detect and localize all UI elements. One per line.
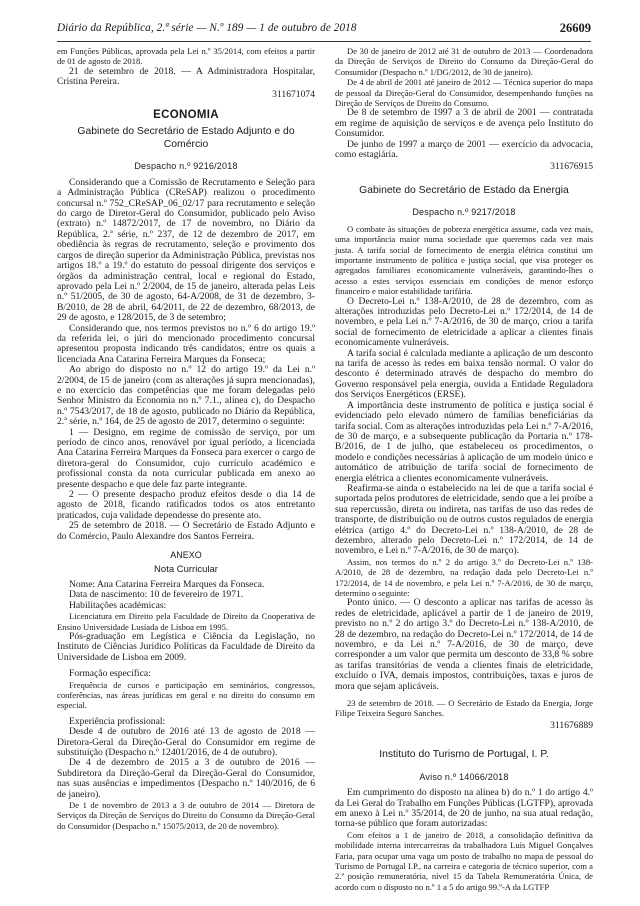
institute-heading: Instituto do Turismo de Portugal, I. P.	[379, 749, 549, 761]
paragraph: Reafirma-se ainda o estabelecido na lei de que a tarifa social é suportada pelos produtores de eletricidade, sendo que a lei proíbe a sua repercussão, direta ou indireta, nas tarifas de uso das redes de transporte, de distribuição ou de outros custos regulados de energia elétrica (artigo 4.º do Decreto-Lei n.º 138-A/2010, de 28 de dezembro, alterado pelo Decreto-Lei n.º 172/2014, de 14 de novembro, e Lei n.º 7-A/2016, de 30 de março).	[335, 482, 593, 557]
paragraph: Ponto único. — O desconto a aplicar nas tarifas de acesso às redes de eletricidade, aplicável a partir de 1 de janeiro de 2019, previsto no n.º 2 do artigo 3.º do Decreto-Lei n.º 138-A/2010, de 28 de dezembro, na redação do Decreto-Lei n.º 172/2014, de 14 de novembro, e da Lei n.º 7-A/2016, de 30 de março, deve corresponder a um valor que permita um desconto de 33,8 % sobre as tarifas transitórias de venda a clientes finais de eletricidade, excluído o IVA, demais impostos, contribuições, taxas e juros de mora que sejam aplicáveis.	[335, 597, 593, 692]
paragraph: 1 — Designo, em regime de comissão de serviço, por um período de cinco anos, renovável por igual período, a licenciada Ana Catarina Ferreira Marques da Fonseca para exercer o cargo de diretora-geral do Consumidor, cujo currículo académico e profissional consta da nota curricular publicada em anexo ao presente despacho e que dele faz parte integrante.	[57, 426, 315, 490]
page-header	[57, 22, 591, 38]
signature-line: 21 de setembro de 2018. — A Administradora Hospitalar, Cristina Pereira.	[57, 65, 315, 88]
paragraph: De 30 de janeiro de 2012 até 31 de outubro de 2013 — Coordenadora da Direção de Serviços de Direito do Consumo da Direção-Geral do Consumidor (Despacho n.º 1/DG/2012, de 30 de janeiro).	[335, 46, 593, 77]
cv-line: Habilitações académicas:	[69, 599, 167, 611]
reference-number: 311676915	[550, 161, 593, 173]
paragraph: Pós-graduação em Legística e Ciência da Legislação, no Instituto de Ciências Jurídico Políticas da Faculdade de Direito da Universidade de Lisboa em 2009.	[57, 630, 315, 663]
journal-title: Diário da República, 2.ª série — N.º 189 — 1 de outubro de 2018	[57, 22, 357, 34]
notice-number: Aviso n.º 14066/2018	[419, 771, 509, 782]
paragraph: O combate às situações de pobreza energética assume, cada vez mais, uma importância maior numa sociedade que queremos cada vez mais justa. A tarifa social de fornecimento de energia elétrica constitui um importante instrumento de política e justiça social, que visa proteger os agregados familiares economicamente vulneráveis, garantindo-lhes o acesso a estes serviços essenciais em condições de menor esforço financeiro e maior estabilidade tarifária.	[335, 223, 593, 297]
cv-line: Data de nascimento: 10 de fevereiro de 1971.	[69, 589, 244, 601]
page-number: 26609	[559, 21, 591, 35]
paragraph: em Funções Públicas, aprovada pela Lei n.º 35/2014, com efeitos a partir de 01 de agosto de 2018.	[57, 46, 315, 67]
dispatch-number: Despacho n.º 9216/2018	[134, 161, 238, 172]
paragraph: Em cumprimento do disposto na alínea b) do n.º 1 do artigo 4.º da Lei Geral do Trabalho em Funções Públicas (LGTFP), aprovada em anexo à Lei n.º 35/2014, de 20 de junho, na sua atual redação, torna-se público que foram autorizadas:	[335, 787, 593, 830]
office-heading: Gabinete do Secretário de Estado Adjunto e do Comércio	[77, 126, 295, 150]
cv-line: Nome: Ana Catarina Ferreira Marques da Fonseca.	[69, 578, 265, 590]
section-title: ECONOMIA	[153, 109, 219, 122]
paragraph: Assim, nos termos do n.º 2 do artigo 3.º do Decreto-Lei n.º 138-A/2010, de 28 de dezembro, na redação dada pelo Decreto-Lei n.º 172/2014, de 14 de novembro, e pela Lei n.º 7-A/2016, de 30 de março, determino o seguinte:	[335, 556, 593, 598]
paragraph: Licenciatura em Direito pela Faculdade de Direito da Cooperativa de Ensino Universidade Lusíada de Lisboa em 1995.	[57, 611, 315, 632]
paragraph: 2 — O presente despacho produz efeitos desde o dia 14 de agosto de 2018, ficando ratificados todos os atos entretanto praticados, cuja validade dependesse do presente ato.	[57, 489, 315, 521]
paragraph: De junho de 1997 a março de 2001 — exercício da advocacia, como estagiária.	[335, 138, 593, 161]
cv-line: Experiência profissional:	[69, 715, 166, 727]
paragraph: Considerando que, nos termos previstos no n.º 6 do artigo 19.º da referida lei, o júri do mencionado procedimento concursal apresentou proposta indicando três candidatos, entre os quais a licenciada Ana Catarina Ferreira Marques da Fonseca;	[57, 322, 315, 365]
signature-line: 23 de setembro de 2018. — O Secretário de Estado da Energia, Jorge Filipe Teixeira Seguro Sanches.	[335, 698, 593, 719]
reference-number: 311676889	[550, 719, 593, 731]
left-column	[57, 46, 315, 831]
cv-line: Formação específica:	[69, 668, 151, 680]
paragraph: De 8 de setembro de 1997 a 3 de abril de 2001 — contratada em regime de aquisição de serviços e de avença pelo Instituto do Consumidor.	[335, 107, 593, 140]
paragraph: Considerando que a Comissão de Recrutamento e Seleção para a Administração Pública (CReSAP) realizou o procedimento concursal n.º 752_CReSAP_06_02/17 para recrutamento e seleção do cargo de Diretor-Geral do Consumidor, publicado pelo Aviso (extrato) n.º 14872/2017, de 17 de novembro, no Diário da República, 2.ª série, n.º 237, de 12 de dezembro de 2017, em obediência às regras de recrutamento, seleção e provimento dos cargos de direção superior da Administração Pública, previstas nos artigos 18.º a 19.º do estatuto do pessoal dirigente dos serviços e órgãos da administração central, local e regional do Estado, aprovado pela Lei n.º 2/2004, de 15 de janeiro, alterada pelas Leis n.º 51/2005, de 30 de agosto, 64-A/2008, de 31 de dezembro, 3-B/2010, de 28 de abril, 64/2011, de 22 de dezembro, 68/2013, de 29 de agosto, e 128/2015, de 3 de setembro;	[57, 176, 315, 324]
dispatch-number: Despacho n.º 9217/2018	[412, 207, 516, 218]
paragraph: Desde 4 de outubro de 2016 até 13 de agosto de 2018 — Diretora-Geral da Direção-Geral do Consumidor em regime de substituição (Despacho n.º 12401/2016, de 4 de outubro).	[57, 726, 315, 758]
paragraph: De 4 de dezembro de 2015 a 3 de outubro de 2016 — Subdiretora da Direção-Geral da Direção-Geral do Consumidor, nas suas ausências e impedimentos (Despacho n.º 140/2016, de 6 de janeiro).	[57, 757, 315, 800]
reference-number: 311671074	[272, 88, 315, 100]
signature-line: 25 de setembro de 2018. — O Secretário de Estado Adjunto e do Comércio, Paulo Alexandre dos Santos Ferreira.	[57, 520, 315, 542]
paragraph: Ao abrigo do disposto no n.º 12 do artigo 19.º da Lei n.º 2/2004, de 15 de janeiro (com as alterações já supra mencionadas), e no exercício das competências que me foram delegadas pelo Senhor Ministro da Economia no n.º 7.1., alínea c), do Despacho n.º 7543/2017, de 18 de agosto, publicado no Diário da República, 2.ª série, n.º 164, de 25 de agosto de 2017, determino o seguinte:	[57, 364, 315, 428]
paragraph: Com efeitos a 1 de janeiro de 2018, a consolidação definitiva da mobilidade interna intercarreiras da trabalhadora Luís Miguel Gonçalves Faria, para ocupar uma vaga um posto de trabalho no mapa de pessoal do Turismo de Portugal I.P., na carreira e categoria de técnico superior, com a 2.ª posição remuneratória, nível 15 da Tabela Remuneratória Única, de acordo com o disposto no n.º 1 a 5 do artigo 99.º-A da LGTFP	[335, 829, 593, 892]
paragraph: A importância deste instrumento de política e justiça social é evidenciado pelo elevado número de famílias beneficiárias da tarifa social. Com as alterações introduzidas pela Lei n.º 7-A/2016, de 30 de março, e a subsequente publicação da Portaria n.º 178-B/2016, de 1 de julho, que estabeleceu os procedimentos, o modelo e condições necessárias à aplicação de um modelo único e automático de atribuição de tarifa social de fornecimento de energia elétrica a clientes economicamente vulneráveis.	[335, 399, 593, 484]
right-column	[335, 46, 593, 892]
paragraph: A tarifa social é calculada mediante a aplicação de um desconto na tarifa de acesso às redes em baixa tensão normal. O valor do desconto é determinado através de despacho do membro do Governo responsável pela energia, ouvida a Entidade Reguladora dos Serviços Energéticos (ERSE).	[335, 347, 593, 401]
paragraph: De 1 de novembro de 2013 a 3 de outubro de 2014 — Diretora de Serviços da Direção de Serviços do Direito do Consumo da Direção-Geral do Consumidor (Despacho n.º 15075/2013, de 20 de novembro).	[57, 800, 315, 831]
paragraph: De 4 de abril de 2001 até janeiro de 2012 — Técnica superior do mapa de pessoal da Direção-Geral do Consumidor, desempenhando funções na Direção de Serviços de Direito do Consumo.	[335, 77, 593, 109]
paragraph: Frequência de cursos e participação em seminários, congressos, conferências, nas áreas jurídicas em geral e no direito do consumo em especial.	[57, 679, 315, 711]
annex-heading: ANEXO	[170, 550, 202, 561]
paragraph: O Decreto-Lei n.º 138-A/2010, de 28 de dezembro, com as alterações introduzidas pelo Decreto-Lei n.º 172/2014, de 14 de novembro, e pela Lei n.º 7-A/2016, de 30 de março, criou a tarifa social de fornecimento de eletricidade a aplicar a clientes finais economicamente vulneráveis.	[335, 295, 593, 349]
office-heading: Gabinete do Secretário de Estado da Energia	[359, 184, 569, 196]
header-rule	[57, 41, 591, 42]
curriculum-heading: Nota Curricular	[154, 564, 218, 576]
